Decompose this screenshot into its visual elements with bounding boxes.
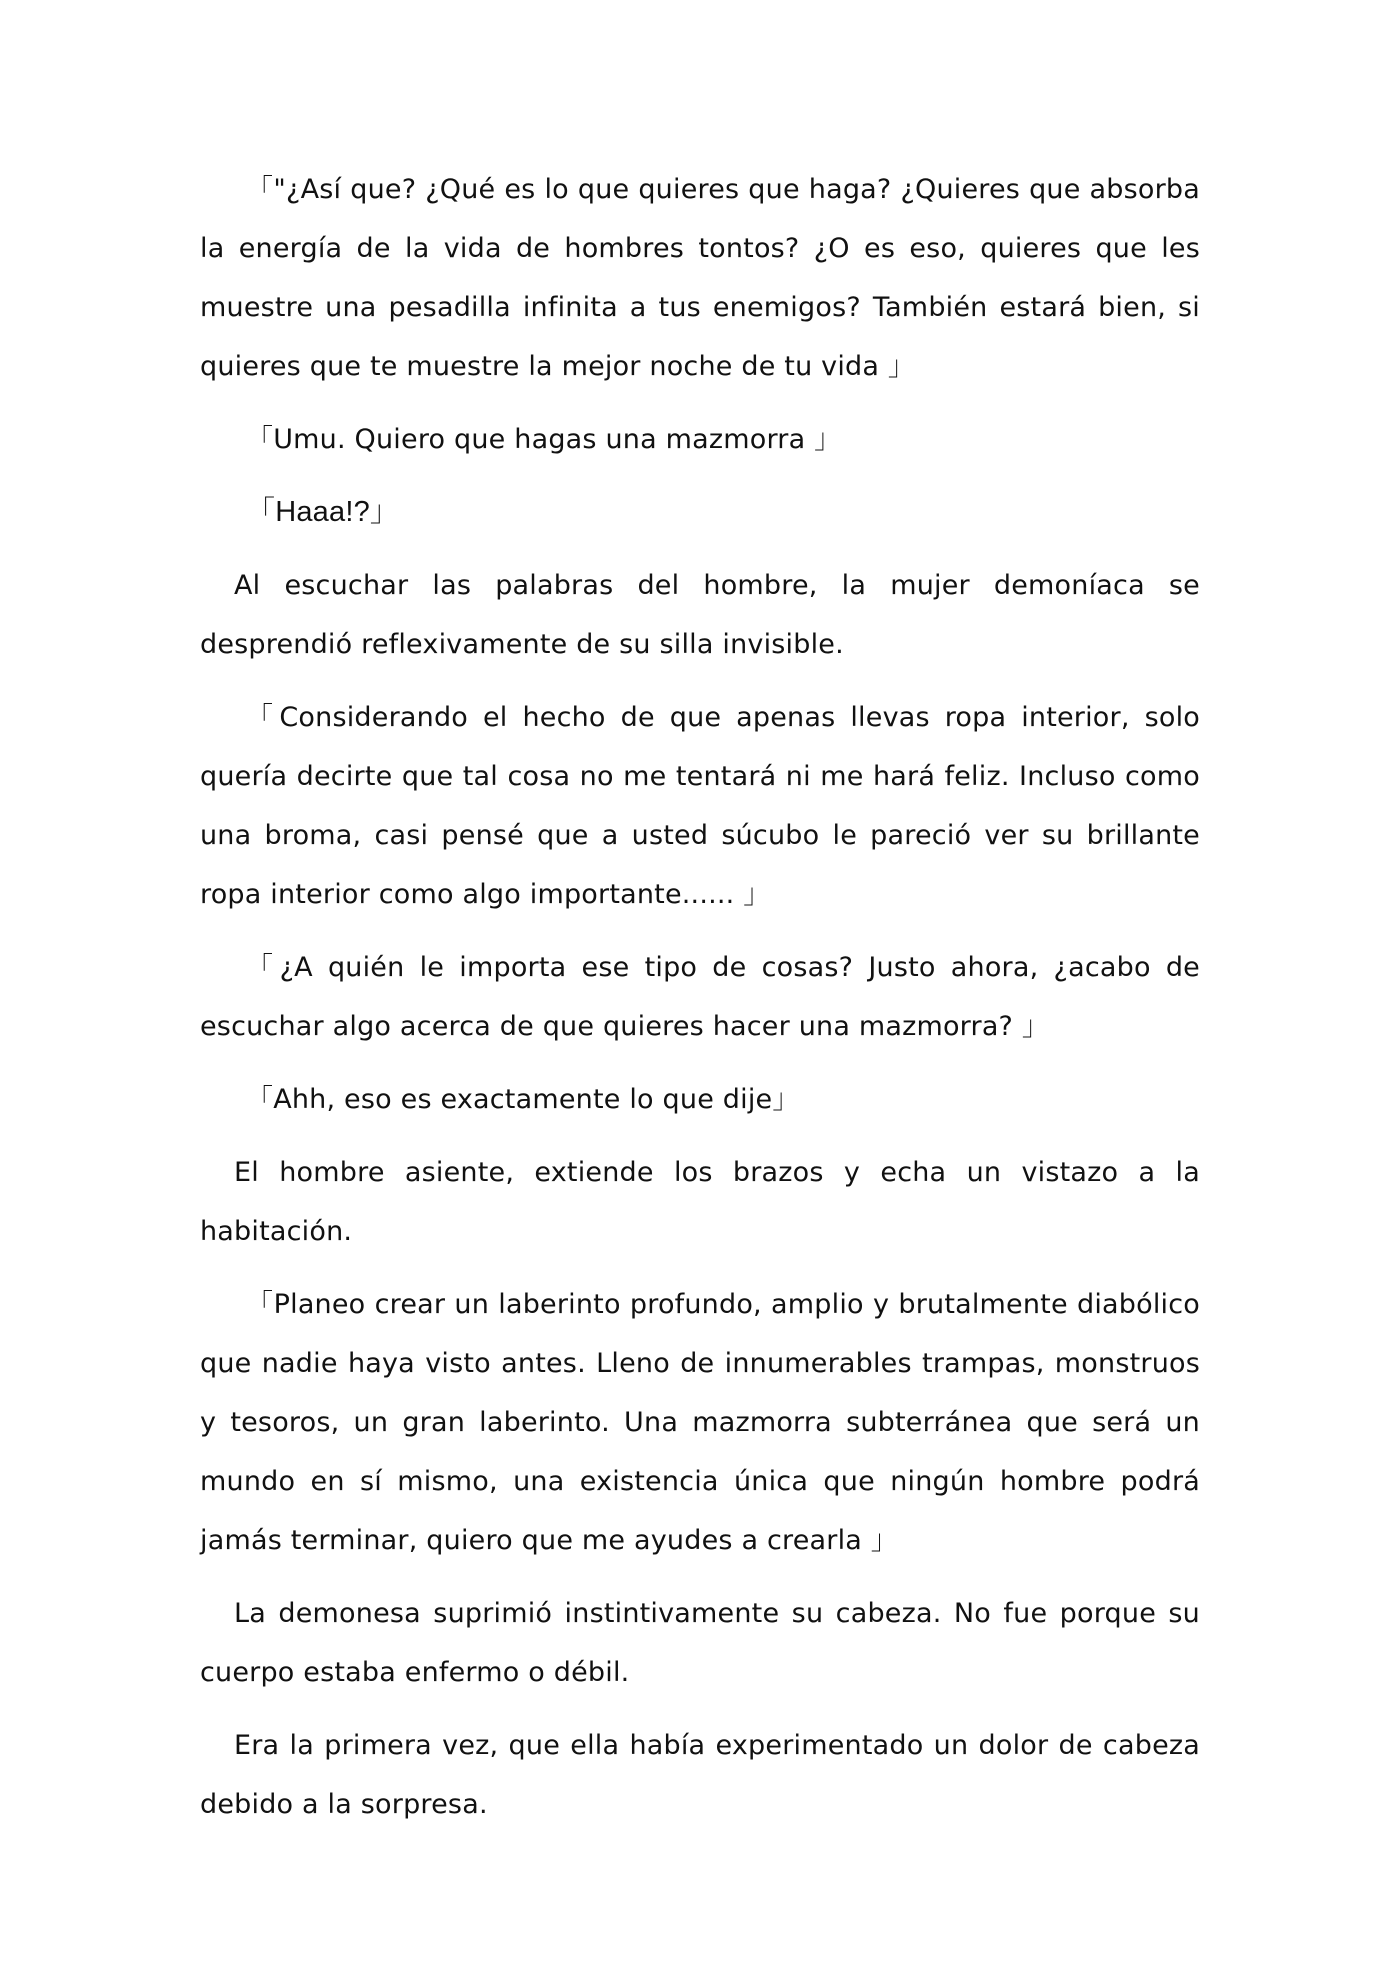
paragraph-dialogue: 「Haaa!?」 xyxy=(246,496,400,528)
paragraph-narration: El hombre asiente, extiende los brazos y echa un vistazo a la habitación. xyxy=(200,1157,1200,1247)
paragraph-dialogue: 「¿A quién le importa ese tipo de cosas? Justo ahora, ¿acabo de escuchar algo acerca de que quieres hacer una mazmorra? 」 xyxy=(200,952,1200,1042)
paragraph-narration: Al escuchar las palabras del hombre, la mujer demoníaca se desprendió reflexivamente de su silla invisible. xyxy=(200,570,1200,660)
document-body xyxy=(200,160,1200,1848)
paragraph-dialogue: 「Ahh, eso es exactamente lo que dije」 xyxy=(246,1084,800,1115)
paragraph-narration: La demonesa suprimió instintivamente su cabeza. No fue porque su cuerpo estaba enfermo o débil. xyxy=(200,1598,1200,1688)
paragraph-dialogue: 「Considerando el hecho de que apenas llevas ropa interior, solo quería decirte que tal cosa no me tentará ni me hará feliz. Incluso como una broma, casi pensé que a usted súcubo le pareció ver su brillante ropa interior como algo importante...... 」 xyxy=(200,702,1200,910)
paragraph-narration: Era la primera vez, que ella había experimentado un dolor de cabeza debido a la sorpresa. xyxy=(200,1730,1200,1820)
paragraph-dialogue: 「"¿Así que? ¿Qué es lo que quieres que haga? ¿Quieres que absorba la energía de la vida de hombres tontos? ¿O es eso, quieres que les muestre una pesadilla infinita a tus enemigos? También estará bien, si quieres que te muestre la mejor noche de tu vida 」 xyxy=(200,174,1200,382)
paragraph-dialogue: 「Planeo crear un laberinto profundo, amplio y brutalmente diabólico que nadie haya visto antes. Lleno de innumerables trampas, monstruos y tesoros, un gran laberinto. Una mazmorra subterránea que será un mundo en sí mismo, una existencia única que ningún hombre podrá jamás terminar, quiero que me ayudes a crearla 」 xyxy=(200,1289,1200,1556)
paragraph-dialogue: 「Umu. Quiero que hagas una mazmorra 」 xyxy=(246,424,842,455)
